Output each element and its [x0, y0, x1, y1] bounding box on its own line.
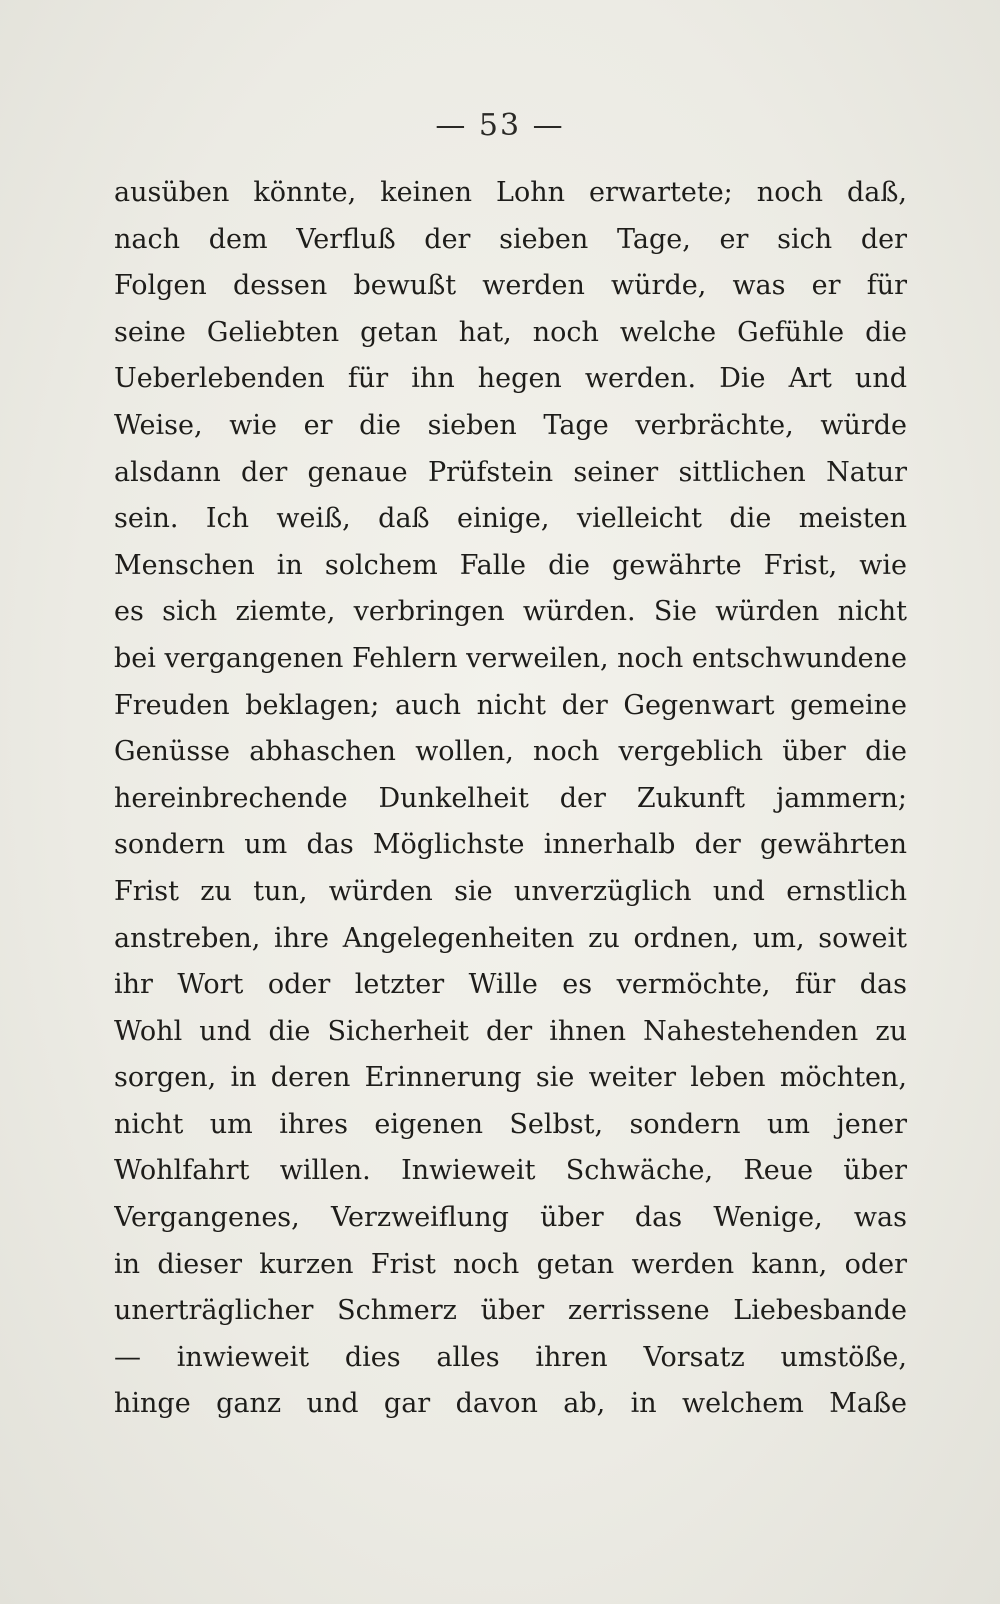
text-line: — inwieweit dies alles ihren Vorsatz umstöße, [114, 1341, 907, 1373]
text-line: Ueberlebenden für ihn hegen werden. Die Art und [114, 363, 907, 395]
text-line: nach dem Verfluß der sieben Tage, er sich der [114, 223, 907, 255]
text-line: unerträglicher Schmerz über zerrissene Liebesbande [114, 1295, 907, 1327]
text-line: hereinbrechende Dunkelheit der Zukunft jammern; [114, 782, 907, 814]
page-number: — 53 — [435, 108, 565, 143]
body-text [114, 170, 907, 1428]
text-line: sein. Ich weiß, daß einige, vielleicht die meisten [114, 503, 907, 535]
text-line: Frist zu tun, würden sie unverzüglich und ernstlich [114, 875, 907, 907]
text-line: hinge ganz und gar davon ab, in welchem Maße [114, 1388, 907, 1420]
text-line: in dieser kurzen Frist noch getan werden kann, oder [114, 1248, 907, 1280]
text-line: sorgen, in deren Erinnerung sie weiter leben möchten, [114, 1062, 907, 1094]
text-line: Menschen in solchem Falle die gewährte Frist, wie [114, 549, 907, 581]
text-line: Genüsse abhaschen wollen, noch vergeblich über die [114, 736, 907, 768]
text-line: Weise, wie er die sieben Tage verbrächte, würde [114, 409, 907, 441]
text-line: alsdann der genaue Prüfstein seiner sittlichen Natur [114, 456, 907, 488]
text-line: Freuden beklagen; auch nicht der Gegenwart gemeine [114, 689, 907, 721]
text-line: seine Geliebten getan hat, noch welche Gefühle die [114, 316, 907, 348]
text-line: anstreben, ihre Angelegenheiten zu ordnen, um, soweit [114, 922, 907, 954]
text-line: es sich ziemte, verbringen würden. Sie würden nicht [114, 596, 907, 628]
text-line: Vergangenes, Verzweiflung über das Wenige, was [114, 1202, 907, 1234]
text-line: Wohlfahrt willen. Inwieweit Schwäche, Reue über [114, 1155, 907, 1187]
text-line: Wohl und die Sicherheit der ihnen Nahestehenden zu [114, 1015, 907, 1047]
text-line: Folgen dessen bewußt werden würde, was er für [114, 270, 907, 302]
text-line: nicht um ihres eigenen Selbst, sondern um jener [114, 1108, 907, 1140]
text-line: ausüben könnte, keinen Lohn erwartete; noch daß, [114, 177, 907, 208]
text-line: bei vergangenen Fehlern verweilen, noch entschwundene [114, 642, 907, 674]
text-line: sondern um das Möglichste innerhalb der gewährten [114, 829, 907, 861]
text-line: ihr Wort oder letzter Wille es vermöchte, für das [114, 969, 907, 1001]
